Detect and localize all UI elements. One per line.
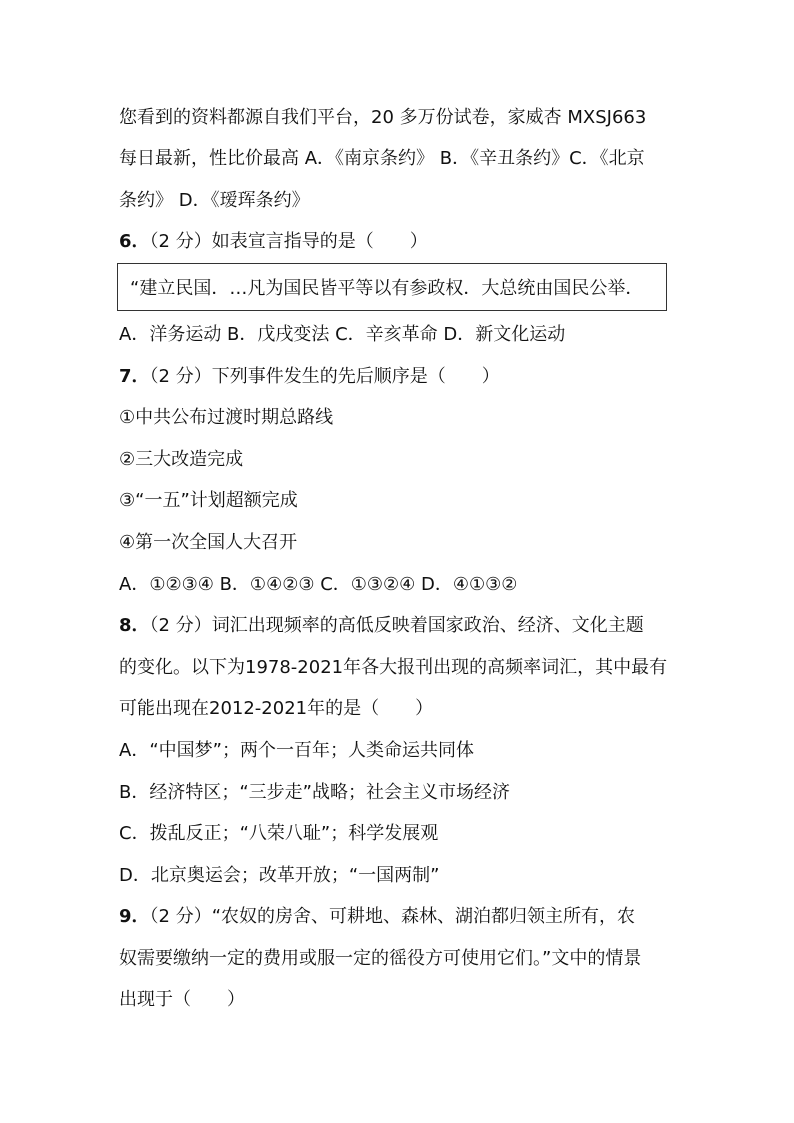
question-9-number: 9． bbox=[119, 906, 150, 927]
question-6-stem bbox=[119, 230, 428, 254]
intro-line-3: 条约》 D．《瑷珲条约》 bbox=[119, 190, 310, 211]
question-8-number: 8． bbox=[119, 615, 150, 636]
question-8-option-b: B．经济特区；“三步走”战略；社会主义市场经济 bbox=[119, 782, 510, 803]
question-7-item-3: ③“一五”计划超额完成 bbox=[119, 490, 298, 511]
question-9-stem-line-3: 出现于（ ） bbox=[119, 989, 245, 1010]
question-6-number: 6． bbox=[119, 231, 150, 252]
question-8-option-c: C．拨乱反正；“八荣八耻”；科学发展观 bbox=[119, 823, 439, 844]
question-9-stem-line-2: 奴需要缴纳一定的费用或服一定的徭役方可使用它们。”文中的情景 bbox=[119, 948, 642, 969]
question-7-options: A．①②③④ B．①④②③ C．①③②④ D．④①③② bbox=[119, 574, 518, 595]
question-8-stem-line-2: 的变化。以下为1978-2021年各大报刊出现的高频率词汇，其中最有 bbox=[119, 657, 668, 678]
question-6-options: A．洋务运动 B．戊戌变法 C．辛亥革命 D．新文化运动 bbox=[119, 324, 566, 345]
question-6-quote: “建立民国．…凡为国民皆平等以有参政权．大总统由国民公举． bbox=[130, 278, 644, 299]
question-7-item-1: ①中共公布过渡时期总路线 bbox=[119, 407, 334, 428]
question-6-text: （2 分）如表宣言指导的是（ ） bbox=[149, 231, 428, 252]
question-8-text: （2 分）词汇出现频率的高低反映着国家政治、经济、文化主题 bbox=[149, 615, 644, 636]
question-8-stem-line-3: 可能出现在2012-2021年的是（ ） bbox=[119, 698, 434, 719]
question-9-stem-line-1 bbox=[119, 905, 635, 929]
question-7-number: 7． bbox=[119, 366, 150, 387]
question-7-item-4: ④第一次全国人大召开 bbox=[119, 532, 298, 553]
question-7-stem bbox=[119, 365, 500, 389]
question-9-text: （2 分）“农奴的房舍、可耕地、森林、湖泊都归领主所有，农 bbox=[149, 906, 636, 927]
question-6-quote-box bbox=[117, 263, 667, 311]
intro-line-2: 每日最新，性比价最高 A．《南京条约》 B．《辛丑条约》C．《北京 bbox=[119, 148, 645, 169]
question-7-item-2: ②三大改造完成 bbox=[119, 449, 244, 470]
question-7-text: （2 分）下列事件发生的先后顺序是（ ） bbox=[149, 366, 500, 387]
intro-line-1: 您看到的资料都源自我们平台，20 多万份试卷，家威杏 MXSJ663 bbox=[119, 107, 647, 128]
question-8-stem-line-1 bbox=[119, 614, 644, 638]
question-8-option-d: D．北京奥运会；改革开放；“一国两制” bbox=[119, 865, 440, 886]
question-8-option-a: A．“中国梦”；两个一百年；人类命运共同体 bbox=[119, 740, 474, 761]
